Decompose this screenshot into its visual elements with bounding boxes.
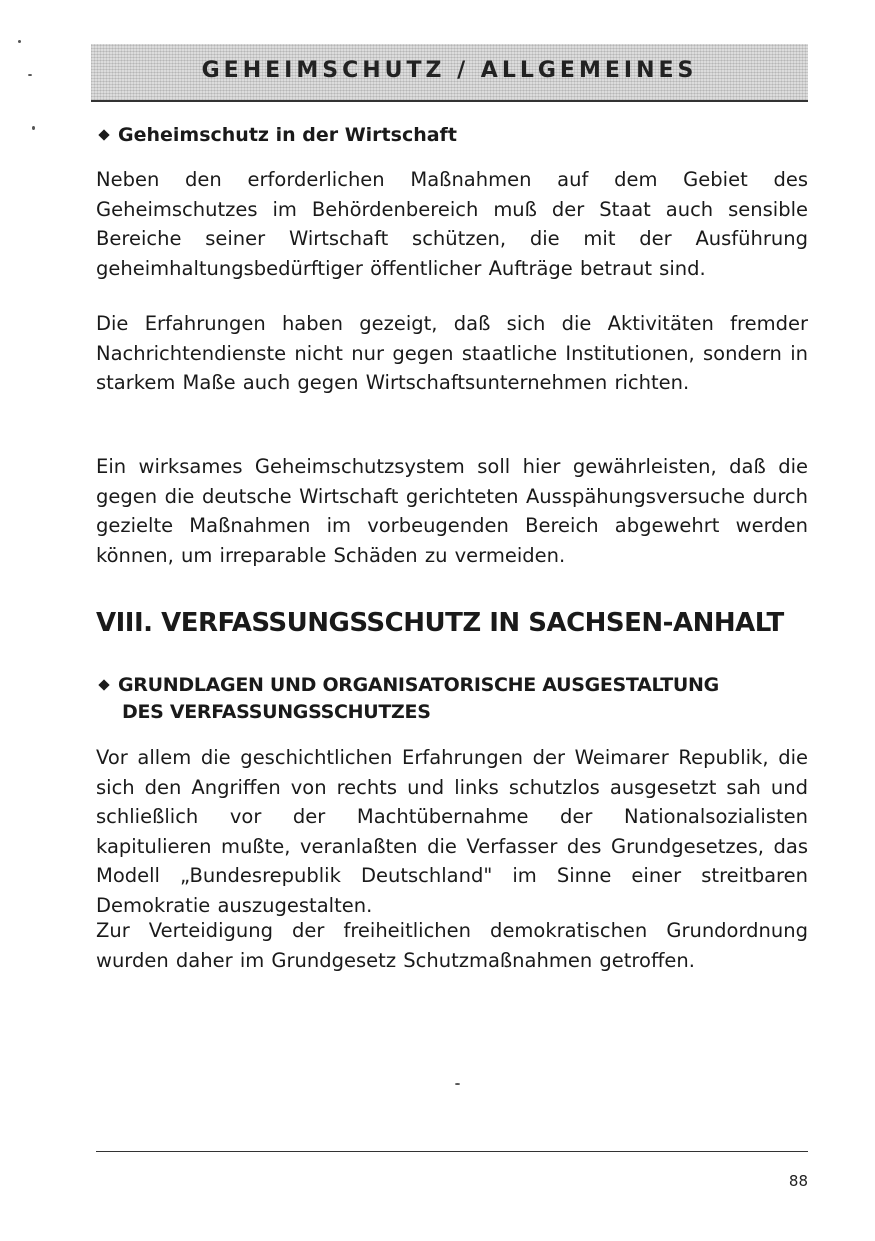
paragraph-grundlagen-2: Zur Verteidigung der freiheitlichen demokratischen Grundordnung wurden daher im Grundgesetz Schutzmaßnahmen getroffen. <box>96 919 808 972</box>
scan-speck <box>28 74 32 76</box>
chapter-title: VIII. VERFASSUNGSSCHUTZ IN SACHSEN-ANHALT <box>96 608 784 638</box>
running-header-band <box>91 44 808 102</box>
paragraph-wirtschaft-1: Neben den erforderlichen Maßnahmen auf dem Gebiet des Geheimschutzes im Behördenbereich muß der Staat auch sensible Bereiche seiner Wirtschaft schützen, die mit der Ausführung geheimhaltungsbedürftiger öffentlicher Aufträge betraut sind. <box>96 168 808 280</box>
section-heading-line1: GRUNDLAGEN UND ORGANISATORISCHE AUSGESTALTUNG <box>118 674 719 696</box>
footer-rule <box>96 1151 808 1152</box>
scan-speck <box>32 126 35 130</box>
paragraph-wirtschaft-2: Die Erfahrungen haben gezeigt, daß sich die Aktivitäten fremder Nachrichtendienste nicht nur gegen staatliche Institutionen, sondern in starkem Maße auch gegen Wirtschaftsunternehmen richten. <box>96 312 808 394</box>
section-heading-grundlagen <box>96 672 808 726</box>
paragraph-grundlagen-1: Vor allem die geschichtlichen Erfahrungen der Weimarer Republik, die sich den Angriffen von rechts und links schutzlos ausgesetzt sah und schließlich vor der Machtübernahme der Nationalsozialisten kapitulieren mußte, veranlaßten die Verfasser des Grundgesetzes, das Modell „Bundesrepublik Deutschland" im Sinne einer streitbaren Demokratie auszugestalten. <box>96 746 808 917</box>
diamond-bullet-icon <box>98 129 109 140</box>
scan-speck <box>18 40 21 43</box>
subsection-heading-text: Geheimschutz in der Wirtschaft <box>118 124 457 146</box>
page-number: 88 <box>788 1172 808 1190</box>
section-heading-line2: DES VERFASSUNGSSCHUTZES <box>122 701 431 723</box>
running-header-title: GEHEIMSCHUTZ / ALLGEMEINES <box>201 58 698 83</box>
diamond-bullet-icon <box>98 679 109 690</box>
paragraph-wirtschaft-3: Ein wirksames Geheimschutzsystem soll hier gewährleisten, daß die gegen die deutsche Wirtschaft gerichteten Ausspähungsversuche durch gezielte Maßnahmen im vorbeugenden Bereich abgewehrt werden können, um irreparable Schäden zu vermeiden. <box>96 455 808 567</box>
subsection-heading-wirtschaft <box>96 122 808 148</box>
scan-speck <box>455 1083 460 1085</box>
